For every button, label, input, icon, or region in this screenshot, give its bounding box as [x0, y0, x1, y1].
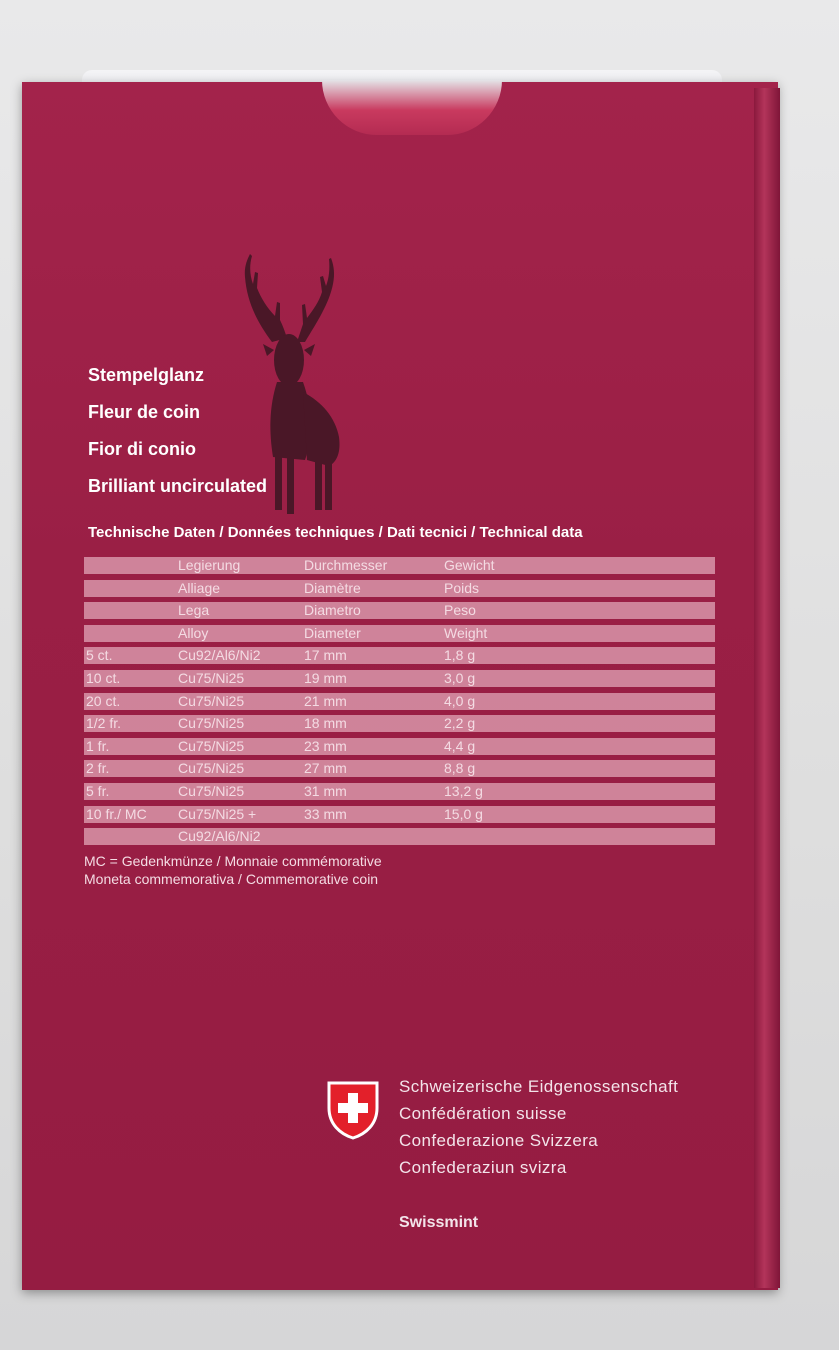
table-header-row: Alliage Diamètre Poids	[84, 579, 715, 602]
table-row: 20 ct. Cu75/Ni25 21 mm 4,0 g	[84, 692, 715, 715]
table-header-row: Lega Diametro Peso	[84, 601, 715, 624]
table-row: 1/2 fr. Cu75/Ni25 18 mm 2,2 g	[84, 714, 715, 737]
confederation-it: Confederazione Svizzera	[399, 1131, 599, 1150]
table-header-row: Legierung Durchmesser Gewicht	[84, 556, 715, 579]
confederation-fr: Confédération suisse	[399, 1104, 567, 1123]
commemorative-note-line: MC = Gedenkmünze / Monnaie commémorative	[84, 853, 382, 869]
confederation-names	[399, 1077, 678, 1185]
swiss-shield-icon	[326, 1080, 380, 1140]
swissmint-brand: Swissmint	[399, 1214, 479, 1231]
confederation-rm: Confederaziun svizra	[399, 1158, 567, 1177]
table-row: 10 ct. Cu75/Ni25 19 mm 3,0 g	[84, 669, 715, 692]
quality-labels	[88, 364, 267, 512]
table-row: Cu92/Al6/Ni2	[84, 827, 715, 850]
confederation-de: Schweizerische Eidgenossenschaft	[399, 1077, 679, 1096]
quality-en: Brilliant uncirculated	[88, 476, 268, 496]
technical-data-table	[84, 556, 715, 850]
table-row: 2 fr. Cu75/Ni25 27 mm 8,8 g	[84, 759, 715, 782]
commemorative-note-line: Moneta commemorativa / Commemorative coin	[84, 871, 379, 887]
table-header-row: Alloy Diameter Weight	[84, 624, 715, 647]
sleeve-edge	[754, 88, 780, 1288]
quality-fr: Fleur de coin	[88, 402, 201, 422]
table-row: 10 fr./ MC Cu75/Ni25 + 33 mm 15,0 g	[84, 805, 715, 828]
technical-data-title: Technische Daten / Données techniques / Dati tecnici / Technical data	[88, 524, 583, 541]
finger-notch[interactable]	[322, 80, 502, 135]
coin-set-sleeve	[22, 82, 778, 1290]
table-row: 1 fr. Cu75/Ni25 23 mm 4,4 g	[84, 737, 715, 760]
commemorative-note	[84, 852, 382, 888]
table-row: 5 fr. Cu75/Ni25 31 mm 13,2 g	[84, 782, 715, 805]
table-row: 5 ct. Cu92/Al6/Ni2 17 mm 1,8 g	[84, 646, 715, 669]
quality-it: Fior di conio	[88, 439, 196, 459]
quality-de: Stempelglanz	[88, 365, 205, 385]
